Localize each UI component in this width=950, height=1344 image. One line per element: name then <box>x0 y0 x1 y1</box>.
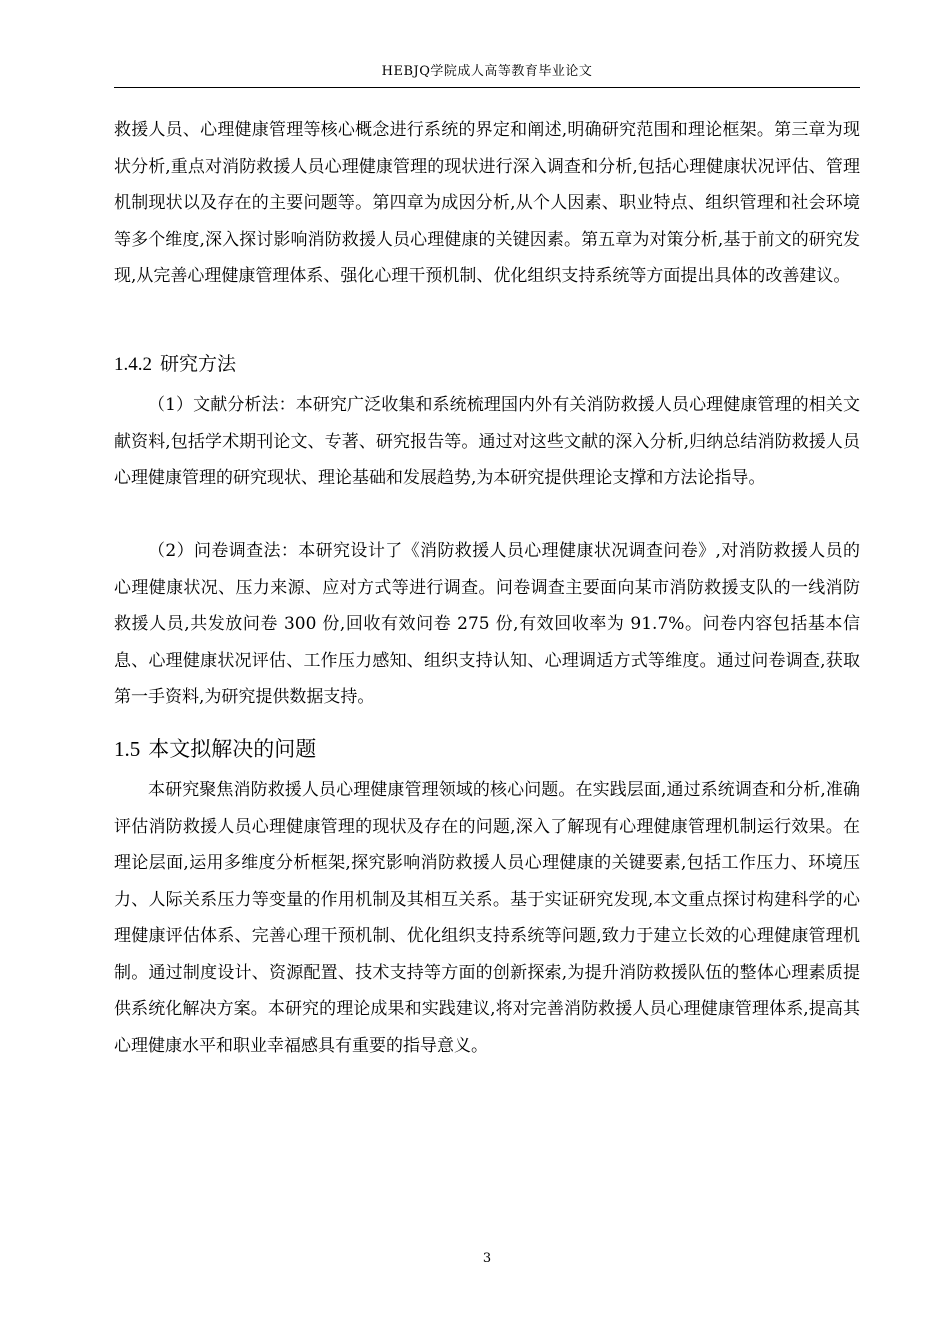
problems-paragraph: 本研究聚焦消防救援人员心理健康管理领域的核心问题。在实践层面,通过系统调查和分析,准确评估消防救援人员心理健康管理的现状及存在的问题,深入了解现有心理健康管理机制运行效果。在理论层面,运用多维度分析框架,探究影响消防救援人员心理健康的关键要素,包括工作压力、环境压力、人际关系压力等变量的作用机制及其相互关系。基于实证研究发现,本文重点探讨构建科学的心理健康评估体系、完善心理干预机制、优化组织支持系统等问题,致力于建立长效的心理健康管理机制。通过制度设计、资源配置、技术支持等方面的创新探索,为提升消防救援队伍的整体心理素质提供系统化解决方案。本研究的理论成果和实践建议,将对完善消防救援人员心理健康管理体系,提高其心理健康水平和职业幸福感具有重要的指导意义。 <box>114 780 860 1056</box>
section-number: 1.4.2 <box>114 354 152 375</box>
method-paragraph-questionnaire: （2）问卷调查法：本研究设计了《消防救援人员心理健康状况调查问卷》,对消防救援人员的心理健康状况、压力来源、应对方式等进行调查。问卷调查主要面向某市消防救援支队的一线消防救援人员,共发放问卷 300 份,回收有效问卷 275 份,有效回收率为 91.7%。问卷内容包括基本信息、心理健康状况评估、工作压力感知、组织支持认知、心理调适方式等维度。通过问卷调查,获取第一手资料,为研究提供数据支持。 <box>114 541 860 707</box>
section-title: 本文拟解决的问题 <box>148 737 317 761</box>
section-1-4-2-heading <box>114 350 236 379</box>
page-header: HEBJQ学院成人高等教育毕业论文 <box>381 64 593 79</box>
page-number: 3 <box>482 1251 492 1266</box>
method-paragraph-literature: （1）文献分析法：本研究广泛收集和系统梳理国内外有关消防救援人员心理健康管理的相关文献资料,包括学术期刊论文、专著、研究报告等。通过对这些文献的深入分析,归纳总结消防救援人员心理健康管理的研究现状、理论基础和发展趋势,为本研究提供理论支撑和方法论指导。 <box>114 395 860 488</box>
intro-paragraph: 救援人员、心理健康管理等核心概念进行系统的界定和阐述,明确研究范围和理论框架。第三章为现状分析,重点对消防救援人员心理健康管理的现状进行深入调查和分析,包括心理健康状况评估、管理机制现状以及存在的主要问题等。第四章为成因分析,从个人因素、职业特点、组织管理和社会环境等多个维度,深入探讨影响消防救援人员心理健康的关键因素。第五章为对策分析,基于前文的研究发现,从完善心理健康管理体系、强化心理干预机制、优化组织支持系统等方面提出具体的改善建议。 <box>114 120 860 286</box>
header-divider <box>114 87 860 88</box>
section-title: 研究方法 <box>160 353 237 375</box>
section-number: 1.5 <box>114 737 141 761</box>
section-1-5-heading <box>114 734 316 764</box>
